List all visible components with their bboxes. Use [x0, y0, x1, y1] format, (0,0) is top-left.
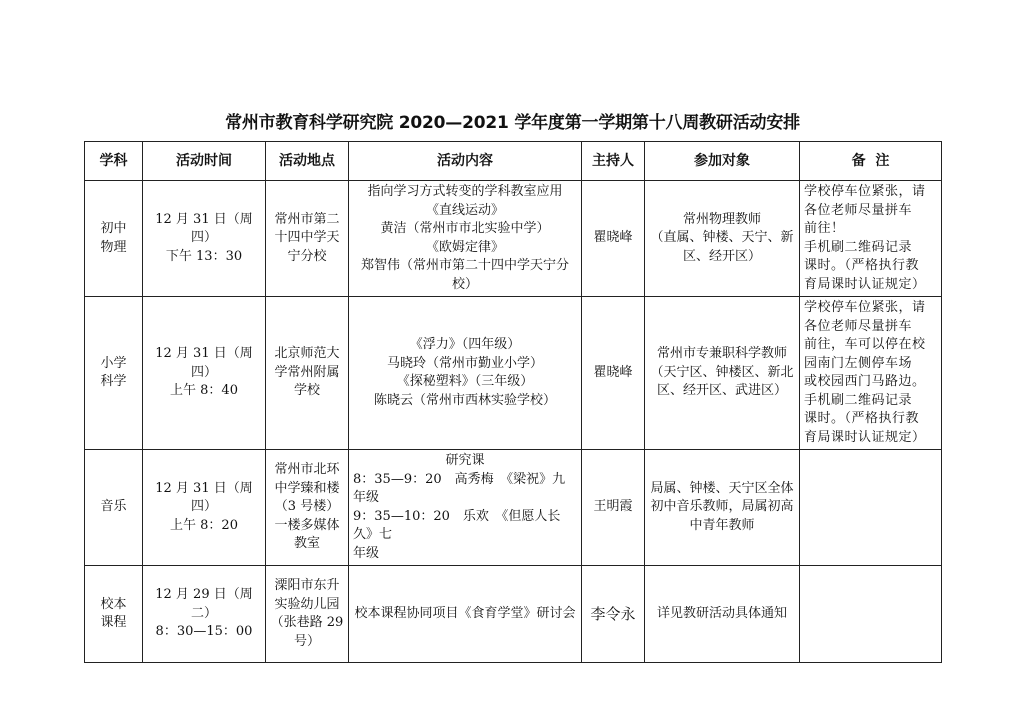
host-cell: 瞿晓峰: [582, 181, 645, 297]
content-cell: 研究课 8：35—9：20 高秀梅 《梁祝》九年级 9：35—10：20 乐欢 《但愿人长久》七 年级: [349, 450, 582, 566]
table-row: [85, 450, 942, 566]
host-cell: 李令永: [582, 566, 645, 663]
note-cell: [800, 566, 942, 663]
content-cell: 《浮力》（四年级） 马晓玲（常州市勤业小学） 《探秘塑料》（三年级） 陈晓云（常州市西林实验学校）: [349, 297, 582, 450]
time-cell: 12 月 31 日（周四） 上午 8：20: [143, 450, 266, 566]
subject-cell: 小学 科学: [85, 297, 143, 450]
content-cell: 校本课程协同项目《食育学堂》研讨会: [349, 566, 582, 663]
table-header-row: [85, 142, 942, 181]
location-cell: 溧阳市东升 实验幼儿园 （张巷路 29 号）: [266, 566, 349, 663]
location-cell: 常州市第二 十四中学天 宁分校: [266, 181, 349, 297]
time-cell: 12 月 31 日（周四） 上午 8：40: [143, 297, 266, 450]
note-cell: 学校停车位紧张，请 各位老师尽量拼车 前往！ 手机刷二维码记录 课时。（严格执行教 育局课时认证规定）: [800, 181, 942, 297]
note-cell: 学校停车位紧张，请 各位老师尽量拼车 前往，车可以停在校 园南门左侧停车场 或校园西门马路边。 手机刷二维码记录 课时。（严格执行教 育局课时认证规定）: [800, 297, 942, 450]
time-cell: 12 月 31 日（周四） 下午 13：30: [143, 181, 266, 297]
subject-cell: 初中 物理: [85, 181, 143, 297]
content-cell: 指向学习方式转变的学科教室应用 《直线运动》 黄洁（常州市市北实验中学） 《欧姆定律》 郑智伟（常州市第二十四中学天宁分校）: [349, 181, 582, 297]
table-row: [85, 297, 942, 450]
participants-cell: 常州物理教师 （直属、钟楼、天宁、新 区、经开区）: [645, 181, 800, 297]
header-subject: 学科: [85, 142, 143, 181]
table-row: [85, 181, 942, 297]
schedule-table: [84, 141, 942, 663]
location-cell: 常州市北环 中学臻和楼 （3 号楼） 一楼多媒体 教室: [266, 450, 349, 566]
header-time: 活动时间: [143, 142, 266, 181]
participants-cell: 常州市专兼职科学教师 （天宁区、钟楼区、新北 区、经开区、武进区）: [645, 297, 800, 450]
header-content: 活动内容: [349, 142, 582, 181]
participants-cell: 局属、钟楼、天宁区全体 初中音乐教师，局属初高 中青年教师: [645, 450, 800, 566]
header-note: 备 注: [800, 142, 942, 181]
time-cell: 12 月 29 日（周二） 8：30—15：00: [143, 566, 266, 663]
note-cell: [800, 450, 942, 566]
host-cell: 瞿晓峰: [582, 297, 645, 450]
subject-cell: 校本 课程: [85, 566, 143, 663]
location-cell: 北京师范大 学常州附属 学校: [266, 297, 349, 450]
header-host: 主持人: [582, 142, 645, 181]
subject-cell: 音乐: [85, 450, 143, 566]
header-participants: 参加对象: [645, 142, 800, 181]
host-cell: 王明霞: [582, 450, 645, 566]
participants-cell: 详见教研活动具体通知: [645, 566, 800, 663]
header-location: 活动地点: [266, 142, 349, 181]
table-row: [85, 566, 942, 663]
page-title: 常州市教育科学研究院 2020—2021 学年度第一学期第十八周教研活动安排: [225, 113, 800, 133]
